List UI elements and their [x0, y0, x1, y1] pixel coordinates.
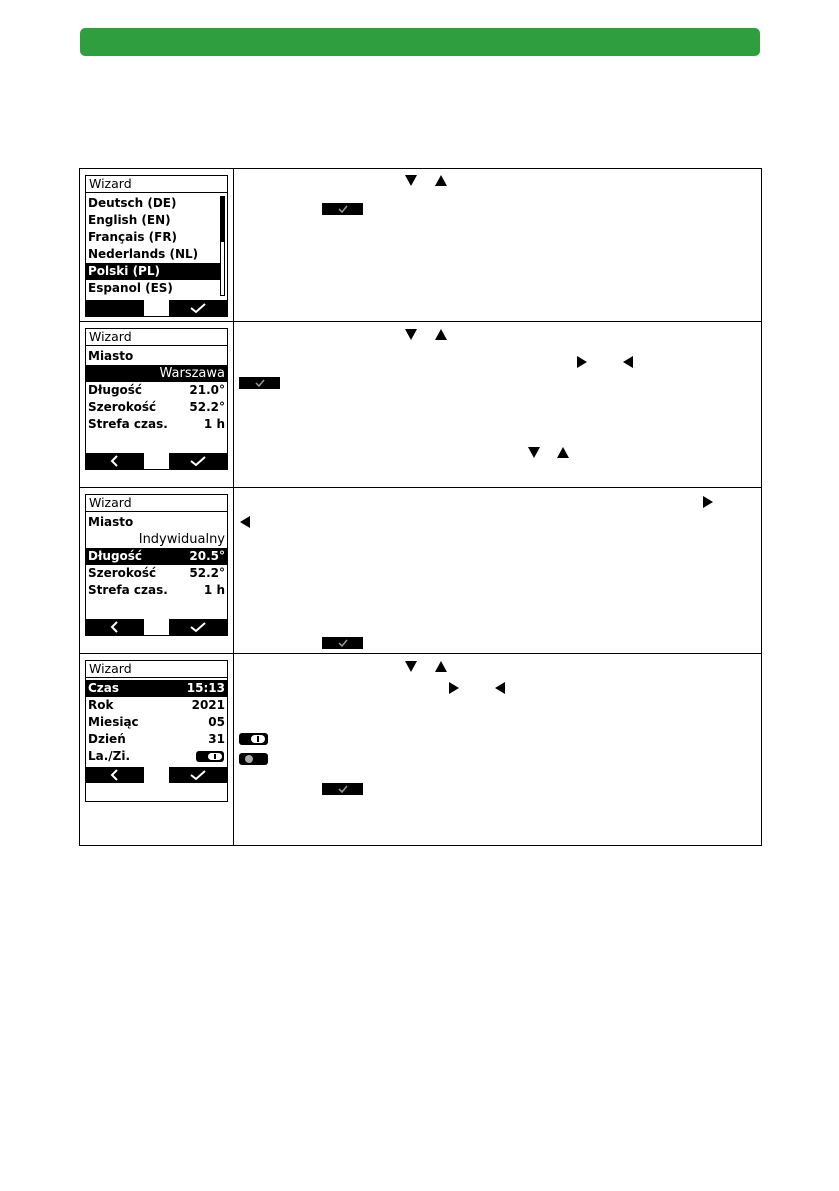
- row-divider: [80, 653, 761, 654]
- confirm-button[interactable]: [169, 300, 227, 316]
- list-item[interactable]: [86, 229, 227, 246]
- triangle-up-icon: [557, 447, 569, 458]
- row-label: La./Zi.: [88, 749, 131, 763]
- ok-button-icon: [322, 203, 363, 215]
- city-label: [86, 348, 227, 365]
- confirm-button[interactable]: [169, 619, 227, 635]
- softkey-bar: [86, 767, 227, 783]
- chevron-left-icon: [109, 455, 121, 467]
- city-value: Indywidualny: [138, 532, 225, 547]
- setting-row[interactable]: [86, 382, 227, 399]
- row-label: Czas: [88, 681, 120, 695]
- device-screen-datetime: [85, 660, 228, 802]
- triangle-left-icon: [623, 356, 633, 368]
- list-item[interactable]: [86, 280, 227, 297]
- list-item-selected[interactable]: [86, 263, 220, 280]
- list-item-label: Polski (PL): [88, 264, 160, 278]
- checkmark-icon: [189, 455, 207, 467]
- triangle-left-icon: [240, 516, 250, 528]
- setting-row[interactable]: [86, 399, 227, 416]
- list-item[interactable]: [86, 195, 227, 212]
- ok-button-icon: [322, 783, 363, 795]
- instruction-table: [79, 168, 762, 846]
- row-value: 21.0°: [189, 383, 225, 397]
- row-value: 31: [208, 732, 225, 746]
- row-value: 05: [208, 715, 225, 729]
- list-item-label: English (EN): [88, 213, 171, 227]
- triangle-right-icon: [703, 496, 713, 508]
- triangle-right-icon: [577, 356, 587, 368]
- setting-row[interactable]: [86, 697, 227, 714]
- toggle-knob: [208, 753, 222, 760]
- triangle-down-icon: [405, 329, 417, 340]
- setting-row[interactable]: [86, 731, 227, 748]
- row-value: 20.5°: [189, 549, 225, 563]
- row-label: Długość: [88, 383, 143, 397]
- row-value: 52.2°: [189, 400, 225, 414]
- row-label: Dzień: [88, 732, 126, 746]
- setting-row-selected[interactable]: [86, 548, 227, 565]
- list-item-label: Nederlands (NL): [88, 247, 199, 261]
- row-divider: [80, 487, 761, 488]
- checkmark-icon: [189, 302, 207, 314]
- setting-row[interactable]: [86, 565, 227, 582]
- row-divider: [80, 321, 761, 322]
- city-label: [86, 514, 227, 531]
- city-value[interactable]: [86, 531, 227, 548]
- city-value-selected[interactable]: [86, 365, 227, 382]
- back-button[interactable]: [86, 619, 144, 635]
- list-item[interactable]: [86, 246, 227, 263]
- setting-row[interactable]: [86, 582, 227, 599]
- list-item-label: Espanol (ES): [88, 281, 173, 295]
- triangle-up-icon: [435, 661, 447, 672]
- back-softkey[interactable]: [86, 300, 144, 316]
- confirm-button[interactable]: [169, 767, 227, 783]
- row-label: Rok: [88, 698, 114, 712]
- city-value: Warszawa: [159, 366, 225, 381]
- row-value: 52.2°: [189, 566, 225, 580]
- column-divider: [233, 169, 234, 845]
- setting-row[interactable]: [86, 416, 227, 433]
- row-value: 2021: [191, 698, 225, 712]
- screen-title: Wizard: [86, 176, 227, 193]
- triangle-up-icon: [435, 329, 447, 340]
- list-item[interactable]: [86, 212, 227, 229]
- setting-row-selected[interactable]: [86, 680, 227, 697]
- back-button[interactable]: [86, 453, 144, 469]
- row-value: 15:13: [186, 681, 225, 695]
- triangle-right-icon: [449, 682, 459, 694]
- back-button[interactable]: [86, 767, 144, 783]
- row-label: Szerokość: [88, 400, 157, 414]
- chevron-left-icon: [109, 621, 121, 633]
- row-label: Strefa czas.: [88, 417, 168, 431]
- toggle-summer-icon: [239, 733, 268, 745]
- checkmark-icon: [189, 769, 207, 781]
- setting-row[interactable]: [86, 714, 227, 731]
- row-value: 1 h: [203, 417, 225, 431]
- device-screen-city: [85, 328, 228, 470]
- triangle-down-icon: [528, 447, 540, 458]
- row-label: Strefa czas.: [88, 583, 168, 597]
- device-screen-custom-city: [85, 494, 228, 636]
- triangle-left-icon: [495, 682, 505, 694]
- row-value: 1 h: [203, 583, 225, 597]
- triangle-up-icon: [435, 175, 447, 186]
- triangle-down-icon: [405, 175, 417, 186]
- ok-button-icon: [239, 377, 280, 389]
- summer-winter-toggle[interactable]: [196, 751, 224, 762]
- screen-title: Wizard: [86, 661, 227, 678]
- toggle-winter-icon: [239, 753, 268, 765]
- screen-title: Wizard: [86, 329, 227, 346]
- softkey-bar: [86, 300, 227, 316]
- chevron-left-icon: [109, 769, 121, 781]
- triangle-down-icon: [405, 661, 417, 672]
- softkey-bar: [86, 619, 227, 635]
- device-screen-language: [85, 175, 228, 317]
- ok-button-icon: [322, 637, 363, 649]
- setting-row[interactable]: [86, 748, 227, 765]
- row-label: Szerokość: [88, 566, 157, 580]
- screen-title: Wizard: [86, 495, 227, 512]
- row-label: Długość: [88, 549, 143, 563]
- list-item-label: Français (FR): [88, 230, 178, 244]
- header-bar: [80, 28, 760, 56]
- row-label: Miasto: [88, 349, 134, 363]
- checkmark-icon: [189, 621, 207, 633]
- row-label: Miesiąc: [88, 715, 139, 729]
- confirm-button[interactable]: [169, 453, 227, 469]
- softkey-bar: [86, 453, 227, 469]
- list-item-label: Deutsch (DE): [88, 196, 177, 210]
- scrollbar-thumb[interactable]: [221, 196, 224, 242]
- row-label: Miasto: [88, 515, 134, 529]
